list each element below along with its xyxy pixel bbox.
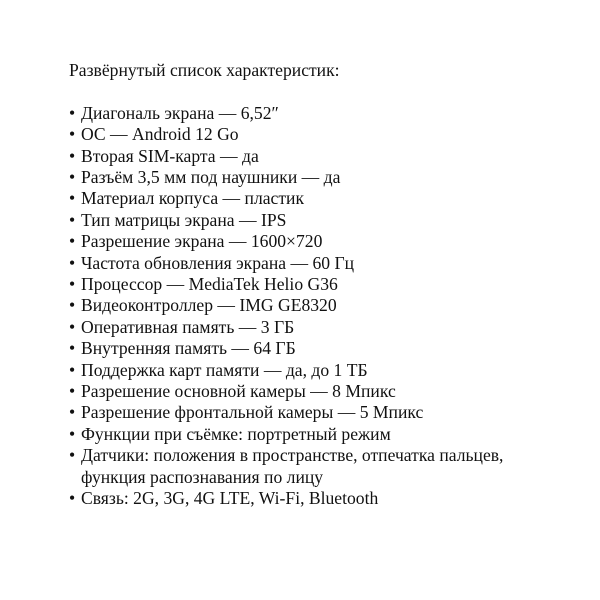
bullet-icon: • (69, 316, 76, 337)
bullet-icon: • (69, 295, 76, 316)
bullet-icon: • (69, 338, 76, 359)
list-item-text: Диагональ экрана — 6,52″ (81, 102, 279, 123)
spec-list (69, 103, 569, 510)
list-item-text: Датчики: положения в пространстве, отпечатка пальцев, функция распознавания по лицу (81, 445, 504, 487)
list-item (69, 381, 569, 402)
bullet-icon: • (69, 359, 76, 380)
list-item (69, 231, 569, 252)
bullet-icon: • (69, 381, 76, 402)
list-item-text: Разрешение фронтальной камеры — 5 Мпикс (81, 402, 424, 423)
list-item (69, 295, 569, 316)
list-item-text: Тип матрицы экрана — IPS (81, 209, 287, 230)
list-item (69, 274, 569, 295)
list-item-text: Внутренняя память — 64 ГБ (81, 338, 296, 359)
list-item-text: Частота обновления экрана — 60 Гц (81, 252, 355, 273)
bullet-icon: • (69, 102, 76, 123)
list-item-text: Поддержка карт памяти — да, до 1 ТБ (81, 359, 368, 380)
bullet-icon: • (69, 488, 76, 509)
list-item-text: Разрешение экрана — 1600×720 (81, 231, 323, 252)
list-item (69, 167, 569, 188)
list-item (69, 253, 569, 274)
list-item-text: Функции при съёмке: портретный режим (81, 423, 391, 444)
list-item-text: Видеоконтроллер — IMG GE8320 (81, 295, 337, 316)
list-item (69, 488, 569, 509)
list-item-text: Разъём 3,5 мм под наушники — да (81, 167, 341, 188)
list-item (69, 103, 569, 124)
bullet-icon: • (69, 274, 76, 295)
bullet-icon: • (69, 124, 76, 145)
bullet-icon: • (69, 423, 76, 444)
list-heading: Развёрнутый список характеристик: (69, 60, 340, 80)
bullet-icon: • (69, 167, 76, 188)
bullet-icon: • (69, 188, 76, 209)
list-item (69, 445, 569, 488)
bullet-icon: • (69, 145, 76, 166)
list-item (69, 317, 569, 338)
list-item-text: Разрешение основной камеры — 8 Мпикс (81, 381, 396, 402)
bullet-icon: • (69, 445, 76, 466)
list-item (69, 188, 569, 209)
list-item (69, 338, 569, 359)
bullet-icon: • (69, 402, 76, 423)
list-item (69, 360, 569, 381)
list-item (69, 424, 569, 445)
list-item (69, 146, 569, 167)
list-item (69, 402, 569, 423)
document-body (69, 60, 569, 510)
bullet-icon: • (69, 231, 76, 252)
list-item-text: Оперативная память — 3 ГБ (81, 316, 295, 337)
list-item (69, 210, 569, 231)
bullet-icon: • (69, 209, 76, 230)
list-item-text: Связь: 2G, 3G, 4G LTE, Wi-Fi, Bluetooth (81, 488, 379, 509)
list-item-text: Процессор — MediaTek Helio G36 (81, 274, 338, 295)
list-item-text: Материал корпуса — пластик (81, 188, 304, 209)
list-item-text: ОС — Android 12 Go (81, 124, 239, 145)
list-item-text: Вторая SIM-карта — да (81, 145, 259, 166)
bullet-icon: • (69, 252, 76, 273)
list-item (69, 124, 569, 145)
